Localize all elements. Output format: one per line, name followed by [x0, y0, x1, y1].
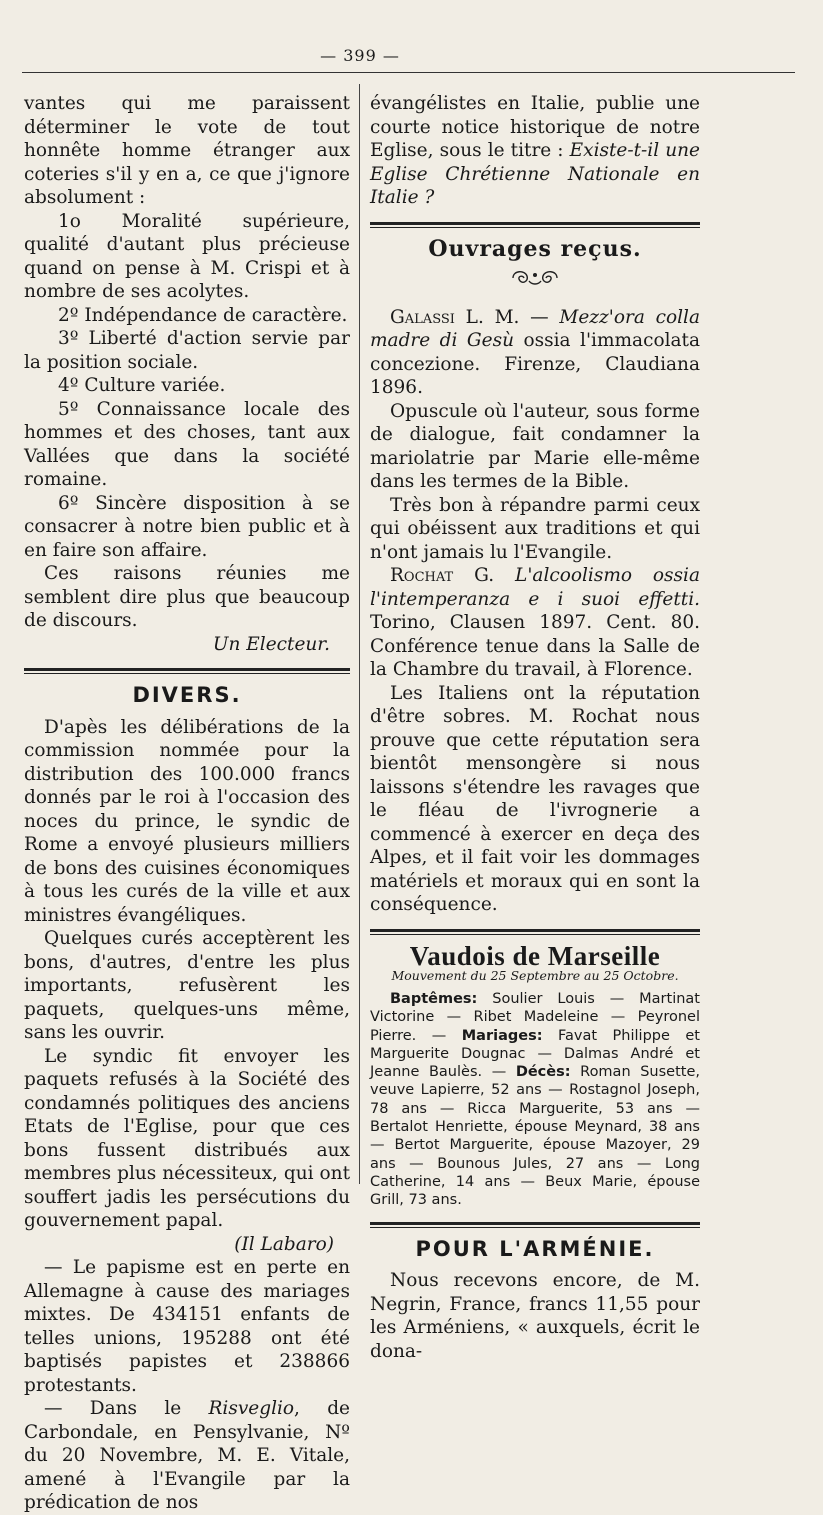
galassi-title: Mezz'ora colla madre di Gesù	[370, 306, 700, 351]
armenie-paragraph: Nous recevons encore, de M. Negrin, France, francs 11,55 pour les Arméniens, « auxquels, écrit le dona-	[370, 1270, 700, 1362]
mariages-label: Mariages:	[461, 1027, 543, 1044]
galassi-dash: —	[519, 306, 560, 328]
section-rule	[24, 668, 350, 674]
divers-p5-end: , de Carbondale, en Pensylvanie, Nº du 20 Novembre, M. E. Vitale, amené à l'Evangile par la prédication de nos	[24, 1398, 350, 1513]
right-column	[370, 92, 700, 1363]
armenie-heading: POUR L'ARMÉNIE.	[415, 1236, 655, 1261]
rochat-author: Rochat G.	[390, 565, 516, 586]
letter-intro: vantes qui me paraissent déterminer le vote de tout honnête homme étranger aux coteries s'il y en a, ce que j'ignore absolument :	[24, 93, 350, 208]
divers-paragraph-3: Le syndic fit envoyer les paquets refusés à la Société des condamnés politiques des anciens Etats de l'Eglise, pour que ces bons fussent distribués aux membres plus nécessiteux, qui ont souffert jadis les persécutions du gouvernement papal.	[24, 1045, 350, 1231]
ornament-icon	[370, 267, 700, 296]
galassi-author: Galassi L. M.	[390, 306, 520, 328]
continued-paragraph	[370, 92, 700, 210]
section-rule	[370, 222, 700, 228]
divers-source: (Il Labaro)	[234, 1233, 334, 1255]
criterion-3: 3º Liberté d'action servie par la position sociale.	[24, 328, 350, 373]
divers-paragraph-4: — Le papisme est en perte en Allemagne à cause des mariages mixtes. De 434151 enfants de telles unions, 195288 ont été baptisés papistes et 238866 protestants.	[24, 1257, 350, 1396]
divers-paragraph-2: Quelques curés acceptèrent les bons, d'autres, d'entre les plus importants, refusèrent les paquets, quelques-uns même, sans les ouvrir.	[24, 928, 350, 1043]
ouvrages-heading: Ouvrages reçus.	[428, 235, 642, 262]
left-column	[24, 92, 350, 1515]
divers-paragraph-1: D'apès les délibérations de la commission nommée pour la distribution des 100.000 francs donnés par le roi à l'occasion des noces du prince, le syndic de Rome a envoyé plusieurs milliers de bons des cuisines économiques à tous les curés de la ville et aux ministres évangéliques.	[24, 716, 350, 926]
booklet-title: Existe-t-il une Eglise Chrétienne Nationale en Italie ?	[370, 140, 700, 208]
vaudois-heading: Vaudois de Marseille	[409, 940, 661, 971]
deces-list: Roman Susette, veuve Lapierre, 52 ans — Rostagnol Joseph, 78 ans — Ricca Marguerite, 53 ans — Bertalot Henriette, épouse Meynard, 38 ans — Bertot Marguerite, épouse Mazoyer, 29 ans — Bounous Jules, 27 ans — Long Catherine, 14 ans — Beux Marie, épouse Grill, 73 ans.	[370, 1064, 700, 1209]
page-number: — 399 —	[320, 46, 400, 65]
mariages-list: Favat Philippe et Marguerite Dougnac — Dalmas André et Jeanne Baulès. —	[370, 1027, 700, 1081]
divers-paragraph-5	[24, 1397, 350, 1515]
criterion-2: 2º Indépendance de caractère.	[58, 304, 348, 326]
letter-closing: Ces raisons réunies me semblent dire plus que beaucoup de discours.	[24, 563, 350, 631]
vaudois-subheading: Mouvement du 25 Septembre au 25 Octobre.	[391, 968, 679, 983]
galassi-review-2: Très bon à répandre parmi ceux qui obéissent aux traditions et qui n'ont jamais lu l'Evangile.	[370, 494, 700, 563]
rochat-entry	[370, 564, 700, 682]
risveglio-title: Risveglio	[208, 1398, 295, 1419]
galassi-details: ossia l'immacolata concezione. Firenze, Claudiana 1896.	[370, 330, 700, 398]
letter-signature: Un Electeur.	[212, 633, 330, 655]
rochat-title: L'alcoolismo ossia l'intemperanza e i suoi effetti.	[370, 565, 700, 610]
continued-text: évangélistes en Italie, publie une courte notice historique de notre Eglise, sous le titre :	[370, 93, 700, 161]
rochat-details: Torino, Clausen 1897. Cent. 80. Conférence tenue dans la Salle de la Chambre du travail, à Florence.	[370, 612, 700, 680]
divers-p5-start: — Dans le	[44, 1398, 209, 1419]
criterion-1: 1o Moralité supérieure, qualité d'autant plus précieuse quand on pense à M. Crispi et à nombre de ses acolytes.	[24, 210, 350, 302]
header-rule	[22, 72, 795, 73]
criterion-5: 5º Connaissance locale des hommes et des choses, tant aux Vallées que dans la société romaine.	[24, 398, 350, 490]
criterion-4: 4º Culture variée.	[58, 375, 226, 396]
vaudois-register	[370, 990, 700, 1210]
galassi-review-1: Opuscule où l'auteur, sous forme de dialogue, fait condamner la mariolatrie par Marie elle-même dans les termes de la Bible.	[370, 400, 700, 492]
baptemes-label: Baptêmes:	[390, 991, 478, 1007]
galassi-entry	[370, 306, 700, 400]
divers-heading: DIVERS.	[132, 683, 242, 707]
deces-label: Décès:	[515, 1064, 571, 1081]
rochat-review: Les Italiens ont la réputation d'être sobres. M. Rochat nous prouve que cette réputation sera bientôt mensongère si nous laissons s'étendre les ravages que le fléau de l'ivrognerie a commencé à exercer en deça des Alpes, et il fait voir les dommages matériels et moraux qui en sont la conséquence.	[370, 682, 700, 915]
column-divider	[359, 84, 360, 1184]
section-rule	[370, 929, 700, 935]
baptemes-list: Soulier Louis — Martinat Victorine — Ribet Madeleine — Peyronel Pierre. —	[370, 991, 700, 1044]
criterion-6: 6º Sincère disposition à se consacrer à notre bien public et à en faire son affaire.	[24, 492, 350, 561]
